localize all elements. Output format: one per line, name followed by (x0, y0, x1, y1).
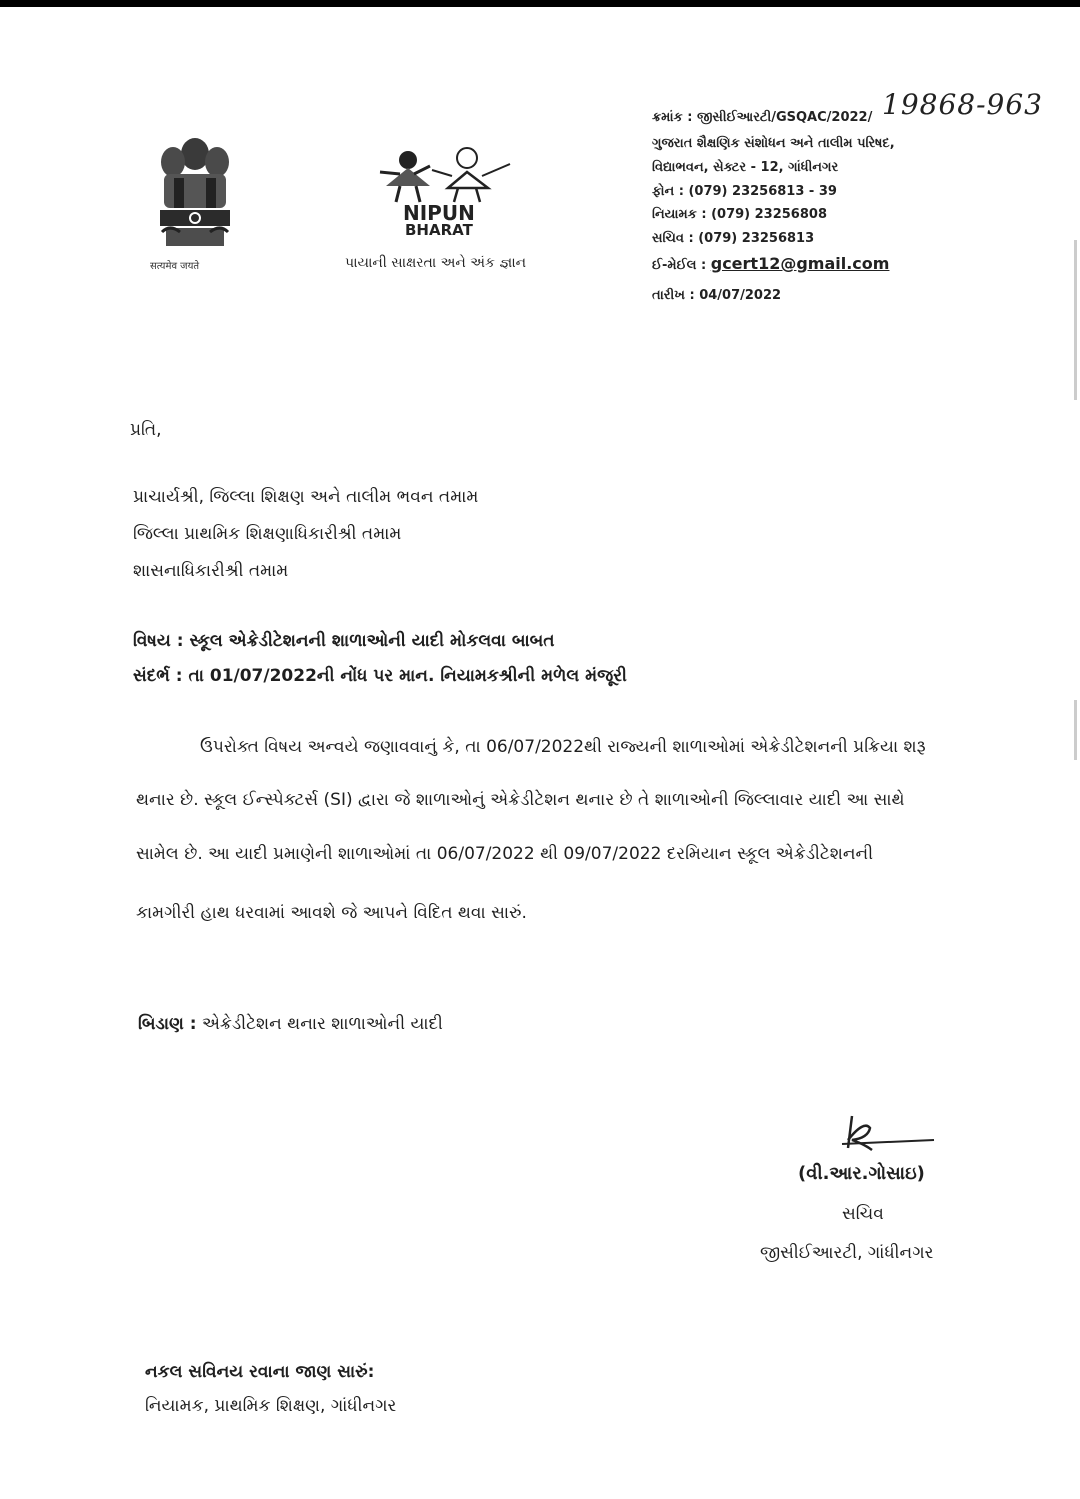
phone-line (652, 184, 837, 199)
emblem-motto: सत्यमेव जयते (150, 261, 200, 272)
logo-name-line1: NIPUN (403, 201, 475, 225)
logo-name-line2: BHARAT (405, 221, 473, 239)
signature-icon (838, 1110, 938, 1160)
recipient-1: પ્રાચાર્યશ્રી, જિલ્લા શિક્ષણ અને તાલીમ ભવન તમામ (133, 487, 479, 507)
recipient-2: જિલ્લા પ્રાથમિક શિક્ષણાધિકારીશ્રી તમામ (133, 524, 402, 544)
nipun-bharat-logo-icon (372, 142, 517, 240)
reference-number-handwritten: 19868-963 (882, 88, 1043, 121)
scan-edge-mark (1074, 240, 1077, 400)
national-emblem-icon (140, 128, 250, 258)
reference-line-subject: સંદર્ભ : તા 01/07/2022ની નોંધ પર માન. નિયામકશ્રીની મળેલ મંજૂરી (133, 666, 627, 686)
body-line-1: ઉપરોક્ત વિષય અન્વયે જણાવવાનું કે, તા 06/07/2022થી રાજ્યની શાળાઓમાં એક્રેડીટેશનની પ્રક્રિયા શરૂ (200, 737, 926, 757)
recipient-3: શાસનાધિકારીશ્રી તમામ (133, 561, 289, 581)
enclosure-text: એક્રેડીટેશન થનાર શાળાઓની યાદી (201, 1014, 443, 1034)
secretary-phone-line (652, 231, 814, 246)
scan-edge-mark (1074, 700, 1077, 760)
secretary-label: સચિવ : (652, 231, 694, 246)
enclosure-line (138, 1014, 443, 1034)
director-value: (079) 23256808 (711, 207, 827, 222)
signatory-name: (વી.આર.ગોસાઇ) (798, 1163, 925, 1184)
body-line-4: કામગીરી હાથ ધરવામાં આવશે જે આપને વિદિત થવા સારું. (136, 903, 527, 923)
copy-heading: નકલ સવિનય રવાના જાણ સારું: (145, 1362, 375, 1382)
date-value: 04/07/2022 (699, 288, 782, 303)
copy-recipient: નિયામક, પ્રાથમિક શિક્ષણ, ગાંધીનગર (145, 1396, 397, 1416)
director-phone-line (652, 207, 827, 222)
subject-line: વિષય : સ્કૂલ એક્રેડીટેશનની શાળાઓની યાદી મોકલવા બાબત (133, 631, 555, 651)
secretary-value: (079) 23256813 (698, 231, 815, 246)
reference-line (652, 110, 872, 125)
phone-value: (079) 23256813 - 39 (688, 184, 837, 199)
enclosure-label: બિડાણ : (138, 1014, 197, 1034)
email-label: ઈ-મેઈલ : (652, 258, 707, 273)
body-line-3: સામેલ છે. આ યાદી પ્રમાણેની શાળાઓમાં તા 06/07/2022 થી 09/07/2022 દરમિયાન સ્કૂલ એક્રેડીટેશનની (136, 844, 874, 864)
salutation: પ્રતિ, (130, 420, 162, 440)
signatory-office: જીસીઈઆરટી, ગાંધીનગર (760, 1243, 934, 1263)
email-line (652, 254, 889, 273)
reference-label: ક્રમાંક : જીસીઈઆરટી/GSQAC/2022/ (652, 110, 873, 125)
top-border (0, 0, 1080, 7)
body-line-2: થનાર છે. સ્કૂલ ઈન્સ્પેક્ટર્સ (SI) દ્વારા જે શાળાઓનું એક્રેડીટેશન થનાર છે તે શાળાઓની જિલ્લાવાર યાદી આ સાથે (136, 790, 905, 810)
date-line (652, 288, 781, 303)
date-label: તારીખ : (652, 288, 695, 303)
director-label: નિયામક : (652, 207, 707, 222)
phone-label: ફોન : (652, 184, 684, 199)
logo-tagline: પાયાની સાક્ષરતા અને અંક જ્ઞાન (345, 255, 527, 271)
signatory-title: સચિવ (842, 1204, 884, 1224)
organization-name: ગુજરાત શૈક્ષણિક સંશોધન અને તાલીમ પરિષદ, (652, 136, 895, 151)
organization-address: વિદ્યાભવન, સેક્ટર - 12, ગાંધીનગર (652, 160, 839, 175)
email-link[interactable]: gcert12@gmail.com (710, 254, 890, 273)
